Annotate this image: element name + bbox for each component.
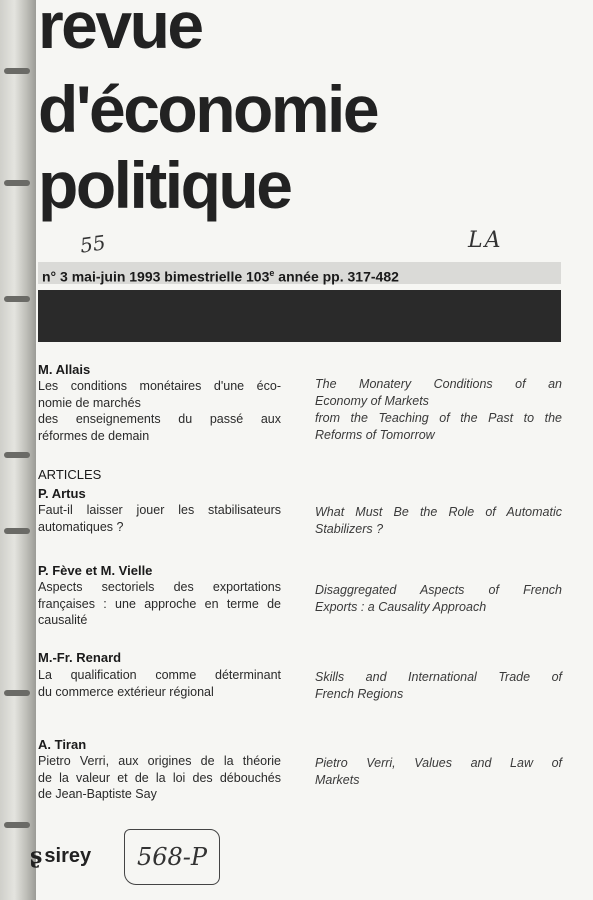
title-fr-line: du commerce extérieur régional — [38, 684, 214, 699]
title-en-line: Reforms of Tomorrow — [315, 428, 435, 442]
title-fr-line: Pietro Verri, aux origines de la théorie — [38, 754, 281, 768]
title-fr-line: nomie de marchés — [38, 395, 141, 410]
article-title-en — [315, 376, 562, 444]
article-title-en — [315, 504, 562, 538]
issue-info-suffix: année pp. 317-482 — [274, 268, 399, 285]
article-author: P. Fève et M. Vielle — [38, 563, 153, 578]
publisher-logo — [30, 843, 91, 869]
publisher-name: sirey — [44, 844, 92, 867]
article-title-en — [315, 755, 562, 789]
title-fr-line: de Jean-Baptiste Say — [38, 787, 157, 801]
title-en-line: What Must Be the Role of Automatic — [315, 505, 562, 519]
handwritten-note-left: 55 — [78, 230, 107, 258]
title-fr-line: françaises : une approche en terme de — [38, 596, 281, 611]
article-author: M. Allais — [38, 362, 91, 377]
article-author: M.-Fr. Renard — [38, 650, 122, 665]
title-en-line: Skills and International Trade of — [315, 670, 562, 684]
article-title-fr — [38, 502, 281, 535]
title-fr-line: Faut-il laisser jouer les stabilisateurs — [38, 503, 281, 517]
title-fr-line: de la valeur et de la loi des débouchés — [38, 770, 281, 785]
title-fr-line: Aspects sectoriels des exportations — [38, 580, 281, 594]
title-en-line: Economy of Markets — [315, 394, 429, 408]
binding-hole — [4, 296, 30, 302]
title-fr-line: des enseignements du passé aux — [38, 412, 281, 426]
title-en-line: Markets — [315, 773, 360, 787]
call-number-handwritten: 568-P — [124, 829, 220, 885]
binding-hole — [4, 452, 30, 458]
journal-title-line-3: politique — [38, 148, 291, 222]
article-author: P. Artus — [38, 486, 86, 501]
title-en-line: Pietro Verri, Values and Law of — [315, 756, 562, 770]
title-en-line: Stabilizers ? — [315, 522, 384, 536]
title-fr-line: réformes de demain — [38, 428, 150, 443]
article-author: A. Tiran — [38, 737, 87, 752]
cover-dark-band — [38, 290, 561, 342]
title-en-line: Exports : a Causality Approach — [315, 600, 487, 614]
title-en-line: Disaggregated Aspects of French — [315, 583, 562, 597]
article-title-fr — [38, 753, 281, 803]
title-en-line: The Monatery Conditions of an — [315, 377, 562, 391]
title-fr-line: causalité — [38, 613, 88, 627]
title-en-line: from the Teaching of the Past to the — [315, 411, 562, 425]
title-fr-line: automatiques ? — [38, 519, 124, 534]
binding-hole — [4, 68, 30, 74]
issue-info-bar — [38, 262, 561, 284]
handwritten-note-right: LA — [468, 228, 503, 253]
binding-hole — [4, 690, 30, 696]
article-title-fr — [38, 378, 281, 444]
article-title-fr — [38, 579, 281, 629]
section-heading-articles: ARTICLES — [38, 467, 102, 482]
binding-hole — [4, 822, 30, 828]
binding-hole — [4, 528, 30, 534]
title-fr-line: La qualification comme déterminant — [38, 668, 281, 682]
article-title-en — [315, 669, 562, 703]
journal-title-line-1: revue — [38, 0, 202, 62]
binding-hole — [4, 180, 30, 186]
article-title-fr — [38, 667, 281, 700]
issue-info-superscript: e — [269, 268, 275, 278]
title-fr-line: Les conditions monétaires d'une éco- — [38, 379, 281, 393]
publisher-mark-icon: ʂ — [30, 843, 43, 869]
journal-title-line-2: d'économie — [38, 72, 378, 146]
spine-binding — [0, 0, 36, 900]
article-title-en — [315, 582, 562, 616]
title-en-line: French Regions — [315, 687, 404, 701]
issue-info-prefix: n° 3 mai-juin 1993 bimestrielle 103 — [42, 268, 270, 285]
